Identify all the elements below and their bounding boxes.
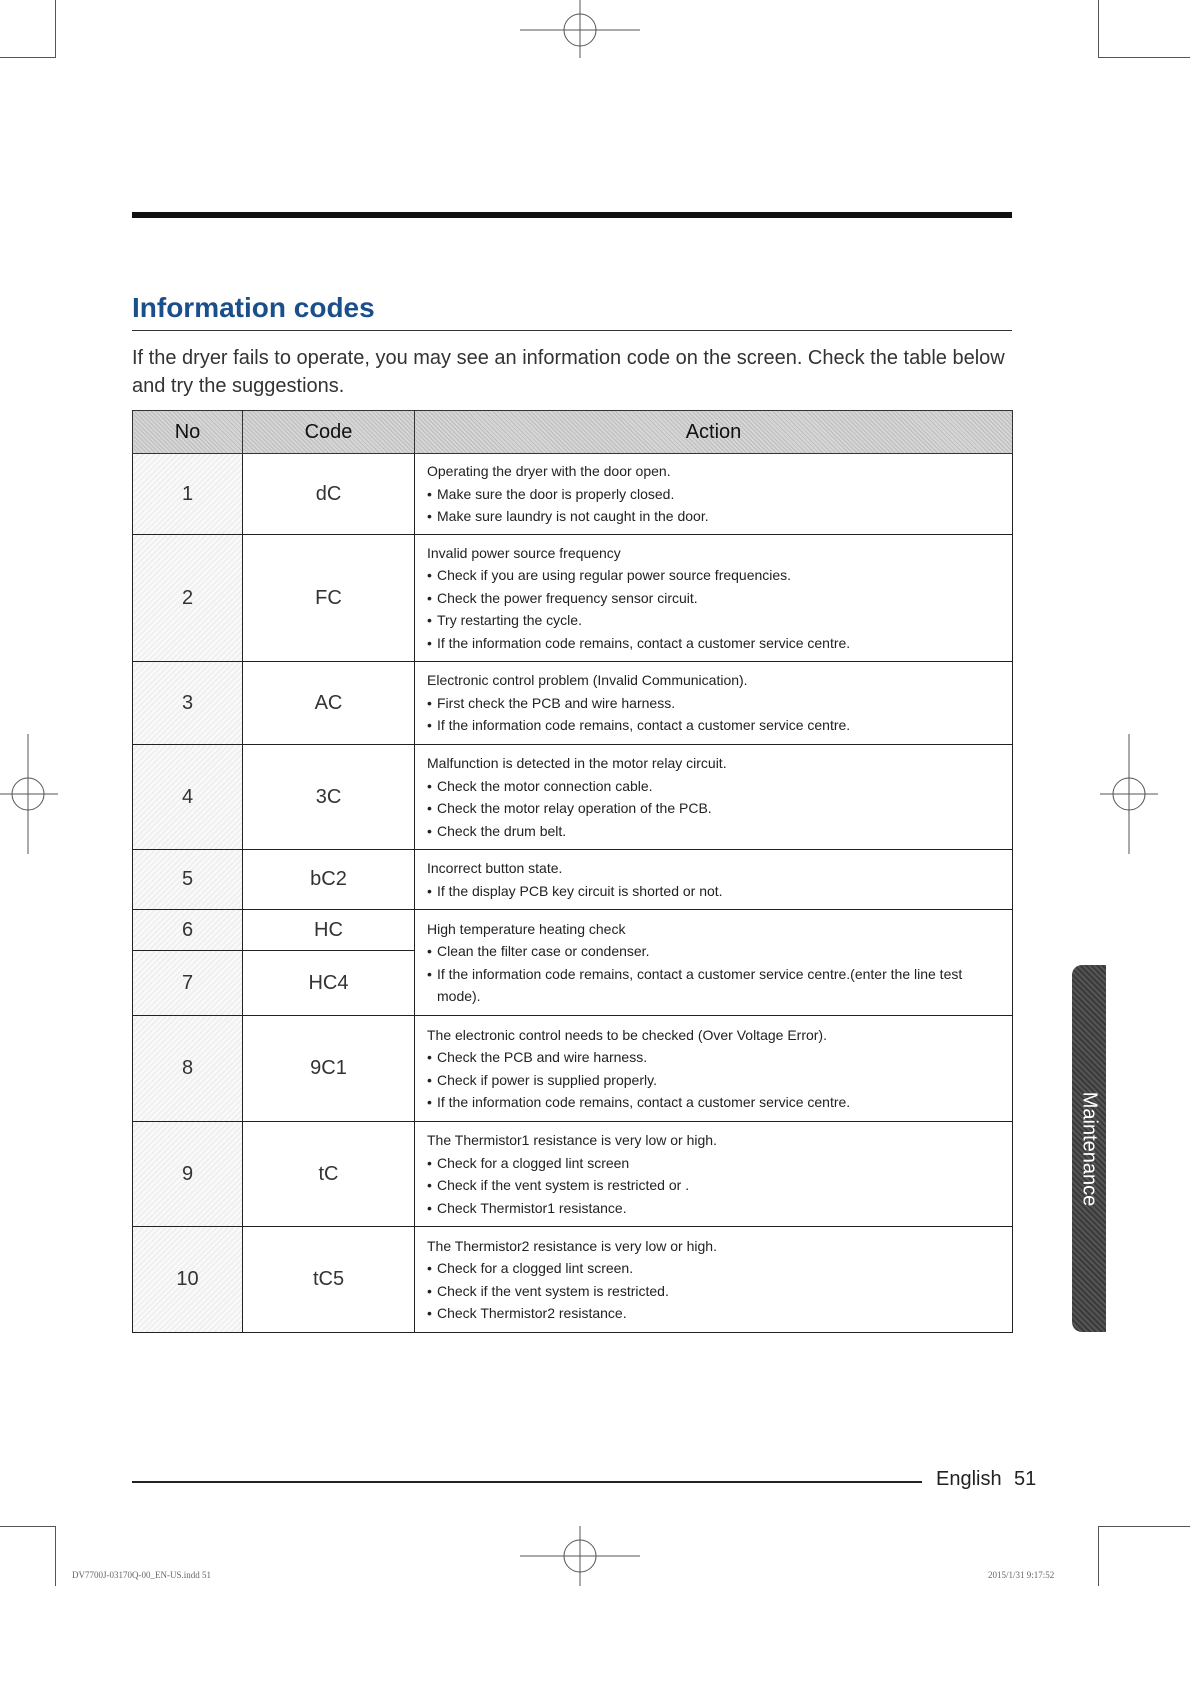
action-title: Operating the dryer with the door open. (427, 463, 671, 480)
row-action (415, 1122, 1013, 1227)
action-bullet: • If the information code remains, contact a customer service centre. (427, 714, 1000, 737)
action-title: Invalid power source frequency (427, 544, 621, 561)
row-number: 10 (133, 1227, 243, 1333)
row-action (415, 1227, 1013, 1333)
action-bullet: • Check if the vent system is restricted. (427, 1280, 1000, 1303)
action-bullet: • Clean the filter case or condenser. (427, 940, 1000, 963)
table-row (133, 850, 1013, 910)
table-row (133, 1227, 1013, 1333)
row-action (415, 1016, 1013, 1122)
header-action: Action (415, 411, 1013, 454)
row-number: 7 (133, 951, 243, 1016)
section-side-tab (1072, 965, 1106, 1332)
action-title: The Thermistor2 resistance is very low or high. (427, 1237, 717, 1254)
header-code: Code (243, 411, 415, 454)
row-action (415, 745, 1013, 850)
action-title: The Thermistor1 resistance is very low or high. (427, 1132, 717, 1148)
row-code: tC (243, 1122, 415, 1227)
crop-mark (55, 1526, 56, 1586)
row-code: HC (243, 910, 415, 951)
row-code: bC2 (243, 850, 415, 910)
action-bullet: • Check if the vent system is restricted or . (427, 1174, 1000, 1197)
table-row (133, 1122, 1013, 1227)
row-code: dC (243, 454, 415, 535)
crop-mark (1098, 0, 1099, 58)
table-row (133, 454, 1013, 535)
action-bullet: • Try restarting the cycle. (427, 609, 1000, 632)
action-bullet: • First check the PCB and wire harness. (427, 692, 1000, 715)
action-bullet: • Check the motor relay operation of the PCB. (427, 797, 1000, 820)
action-bullet: • Check for a clogged lint screen (427, 1152, 1000, 1175)
row-action (415, 535, 1013, 662)
action-bullet: • If the information code remains, contact a customer service centre. (427, 632, 1000, 655)
action-bullet: • Check if you are using regular power source frequencies. (427, 564, 1000, 587)
row-number: 4 (133, 745, 243, 850)
footer-rule (132, 1481, 922, 1483)
footer-language: English (936, 1468, 1002, 1490)
row-code: 9C1 (243, 1016, 415, 1122)
crop-mark (0, 57, 56, 58)
crop-mark (1098, 57, 1190, 58)
row-code: HC4 (243, 951, 415, 1016)
row-number: 2 (133, 535, 243, 662)
crop-mark (55, 0, 56, 58)
action-bullet: • Check the drum belt. (427, 820, 1000, 843)
crop-mark (0, 1526, 56, 1527)
page-title: Information codes (132, 292, 375, 323)
action-title: The electronic control needs to be checked (Over Voltage Error). (427, 1026, 827, 1043)
action-title: High temperature heating check (427, 920, 626, 937)
table-row (133, 910, 1013, 951)
row-action (415, 850, 1013, 910)
action-bullet: • Make sure the door is properly closed. (427, 483, 1000, 506)
page-number: 51 (1014, 1468, 1037, 1490)
row-code: tC5 (243, 1227, 415, 1333)
title-divider (132, 330, 1012, 331)
action-bullet: • Make sure laundry is not caught in the door. (427, 505, 1000, 528)
row-number: 3 (133, 662, 243, 745)
action-bullet: • Check Thermistor2 resistance. (427, 1302, 1000, 1325)
action-bullet: • Check the power frequency sensor circuit. (427, 587, 1000, 610)
row-action (415, 910, 1013, 1016)
table-row (133, 662, 1013, 745)
row-number: 5 (133, 850, 243, 910)
action-bullet: • Check the motor connection cable. (427, 775, 1000, 798)
registration-mark-icon (520, 0, 640, 58)
row-number: 6 (133, 910, 243, 951)
registration-mark-icon (520, 1526, 640, 1586)
information-codes-table (132, 410, 1013, 1333)
row-action (415, 662, 1013, 745)
table-row (133, 1016, 1013, 1122)
header-no: No (133, 411, 243, 454)
table-row (133, 745, 1013, 850)
table-header-row (133, 411, 1013, 454)
row-number: 9 (133, 1122, 243, 1227)
action-bullet: • Check if power is supplied properly. (427, 1069, 1000, 1092)
table-row (133, 535, 1013, 662)
action-bullet: • If the display PCB key circuit is shorted or not. (427, 880, 1000, 903)
crop-mark (1098, 1526, 1190, 1527)
side-tab-label: Maintenance (1078, 1091, 1101, 1206)
crop-mark (1098, 1526, 1099, 1586)
action-bullet: • Check the PCB and wire harness. (427, 1046, 1000, 1069)
action-bullet: • Check for a clogged lint screen. (427, 1257, 1000, 1280)
row-code: 3C (243, 745, 415, 850)
intro-paragraph: If the dryer fails to operate, you may see an information code on the screen. Check the table below and try the suggestions. (132, 347, 1005, 397)
print-imprint-date: 2015/1/31 9:17:52 (988, 1570, 1055, 1580)
action-title: Malfunction is detected in the motor relay circuit. (427, 755, 727, 771)
row-code: FC (243, 535, 415, 662)
registration-mark-icon (1100, 734, 1158, 854)
action-bullet: • If the information code remains, contact a customer service centre. (427, 1091, 1000, 1114)
top-rule (132, 212, 1012, 218)
action-bullet: • If the information code remains, contact a customer service centre.(enter the line test mode). (427, 963, 1000, 1008)
action-title: Incorrect button state. (427, 860, 563, 876)
registration-mark-icon (0, 734, 58, 854)
action-bullet: • Check Thermistor1 resistance. (427, 1197, 1000, 1220)
row-code: AC (243, 662, 415, 745)
action-title: Electronic control problem (Invalid Communication). (427, 672, 748, 689)
row-number: 1 (133, 454, 243, 535)
row-action (415, 454, 1013, 535)
row-number: 8 (133, 1016, 243, 1122)
print-imprint-file: DV7700J-03170Q-00_EN-US.indd 51 (72, 1570, 211, 1580)
